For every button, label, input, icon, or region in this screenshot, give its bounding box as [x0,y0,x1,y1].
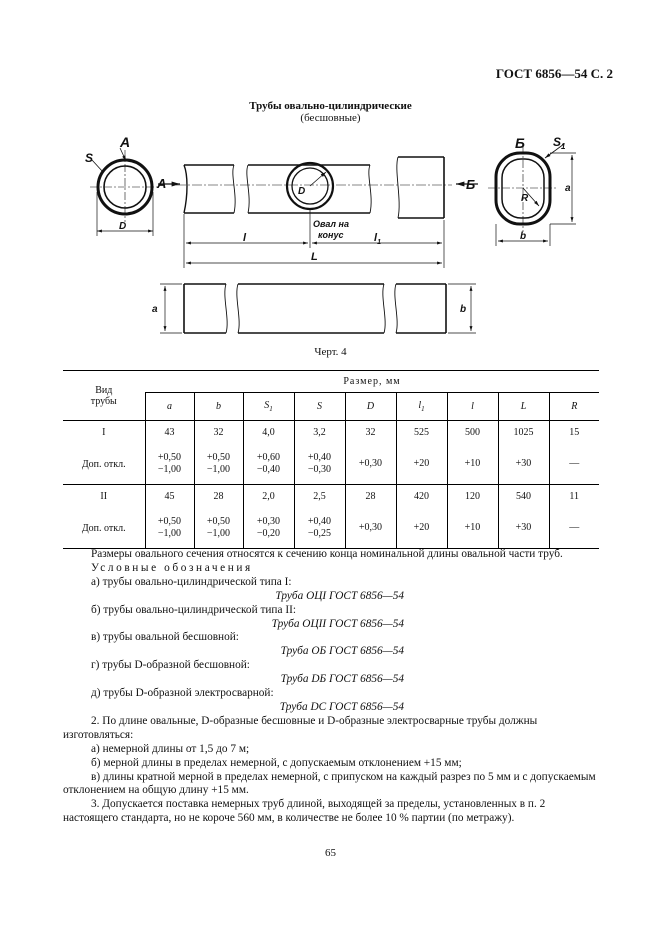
table-cell: +20 [396,445,447,485]
label-R: R [521,193,529,204]
table-cell: +0,50 −1,00 [194,445,243,485]
table-cell: +0,40 −0,30 [294,445,345,485]
table-cell: 15 [549,421,599,445]
table-cell: 540 [498,485,549,509]
table-cell: +30 [498,445,549,485]
table-cell: +0,40 −0,25 [294,509,345,549]
label-S: S [85,151,94,165]
row-kind: I [102,427,106,439]
label-l1: $l_1$ [374,232,381,246]
label-L: L [311,251,318,263]
col-s: S [294,393,345,421]
figure-title: Трубы овально-цилиндрические [249,100,412,112]
body-text [63,548,599,826]
table-cell: 11 [549,485,599,509]
paragraph-2c: в) длины кратной мерной в пределах немерной, с припуском на каждый разрез по 5 мм и с допускаемым отклонением на общую длину +15 мм. [63,770,596,797]
dimensions-table [63,370,599,549]
table-cell: — [549,445,599,485]
legend-item-d-designation: Труба DБ ГОСТ 6856—54 [280,673,404,686]
label-a: a [565,183,571,194]
legend-item-e-label: д) трубы D-образной электросварной: [91,687,274,700]
table-cell: +10 [447,509,498,549]
table-cell: 420 [396,485,447,509]
page-number: 65 [325,847,336,859]
legend-item-c-designation: Труба ОБ ГОСТ 6856—54 [280,645,404,658]
table-cell: +0,50 −1,00 [145,509,194,549]
col-l: l [447,393,498,421]
tube-technical-drawing [0,118,661,343]
paragraph-2: 2. По длине овальные, D-образные бесшовные и D-образные электросварные трубы должны изготовляться: [63,714,538,741]
legend-item-a-label: а) трубы овально-цилиндрической типа I: [91,575,292,588]
table-row [63,445,599,485]
legend-title: Условные обозначения [91,561,253,574]
label-B-top: Б [515,135,525,151]
label-D: D [119,221,127,232]
table-cell: — [549,509,599,549]
table-row [63,485,599,509]
label-B-arrow: Б [466,177,476,192]
table-cell: 28 [194,485,243,509]
label-A-arrow: А [157,176,167,191]
label-b-side: b [460,304,467,315]
legend-item-a-designation: Труба ОЦI ГОСТ 6856—54 [275,589,404,602]
label-oval-note-2: конус [318,230,344,240]
table-cell: +20 [396,509,447,549]
table-cell: +0,60 −0,40 [243,445,294,485]
label-l: l [243,232,247,244]
table-cell: +0,30 [345,509,396,549]
table-cell: 32 [194,421,243,445]
row-kind: Доп. откл. [81,522,126,534]
table-cell: 3,2 [294,421,345,445]
table-cell: 2,0 [243,485,294,509]
table-cell: 120 [447,485,498,509]
label-oval-note-1: Овал на [313,219,349,229]
paragraph-3: 3. Допускается поставка немерных труб длиной, выходящей за пределы, установленных в п. 2 настоящего стандарта, но не короче 560 мм, в количестве не более 10 % партии (по метражу). [63,798,546,825]
kind-header: Вид трубы [63,371,145,421]
table-cell: +30 [498,509,549,549]
table-cell: 1025 [498,421,549,445]
figure-subtitle: (бесшовные) [300,112,361,124]
document-header: ГОСТ 6856—54 С. 2 [495,66,613,81]
col-a: a [145,393,194,421]
paragraph-2b: б) мерной длины в пределах немерной, с допускаемым отклонением +15 мм; [91,756,462,769]
label-b: b [520,231,527,242]
oval-section-view [488,144,576,246]
col-L: L [498,393,549,421]
table-row [63,509,599,549]
figure-caption: Черт. 4 [314,346,347,358]
label-a-side: a [152,304,158,315]
tube-lower-view [160,284,476,333]
table-cell: 43 [145,421,194,445]
table-cell: 4,0 [243,421,294,445]
legend-item-b-designation: Труба ОЦII ГОСТ 6856—54 [271,617,404,630]
legend-item-d-label: г) трубы D-образной бесшовной: [91,659,250,672]
table-cell: 45 [145,485,194,509]
table-cell: 32 [345,421,396,445]
table-cell: +0,30 −0,20 [243,509,294,549]
paragraph-2a: а) немерной длины от 1,5 до 7 м; [91,742,250,755]
row-kind: II [100,491,108,503]
col-b: b [194,393,243,421]
label-S1: $S_1$ [553,135,566,151]
label-A-top: А [120,134,131,150]
col-R: R [549,393,599,421]
table-cell: +0,50 −1,00 [145,445,194,485]
table-cell: 28 [345,485,396,509]
size-header: Размер, мм [145,371,599,393]
legend-item-b-label: б) трубы овально-цилиндрической типа II: [91,603,296,616]
col-l1: $l_1$ [396,393,447,421]
legend-item-e-designation: Труба DC ГОСТ 6856—54 [279,700,404,713]
table-cell: +10 [447,445,498,485]
col-s1: $S_1$ [243,393,294,421]
table-cell: +0,30 [345,445,396,485]
label-D-inner: D [298,186,306,197]
col-d: D [345,393,396,421]
table-cell: +0,50 −1,00 [194,509,243,549]
legend-item-c-label: в) трубы овальной бесшовной: [91,631,239,644]
table-row [63,421,599,445]
table-cell: 2,5 [294,485,345,509]
paragraph-oval-section-note: Размеры овального сечения относятся к сечению конца номинальной длины овальной части труб. [91,548,563,560]
table-cell: 500 [447,421,498,445]
row-kind: Доп. откл. [63,445,145,485]
table-cell: 525 [396,421,447,445]
